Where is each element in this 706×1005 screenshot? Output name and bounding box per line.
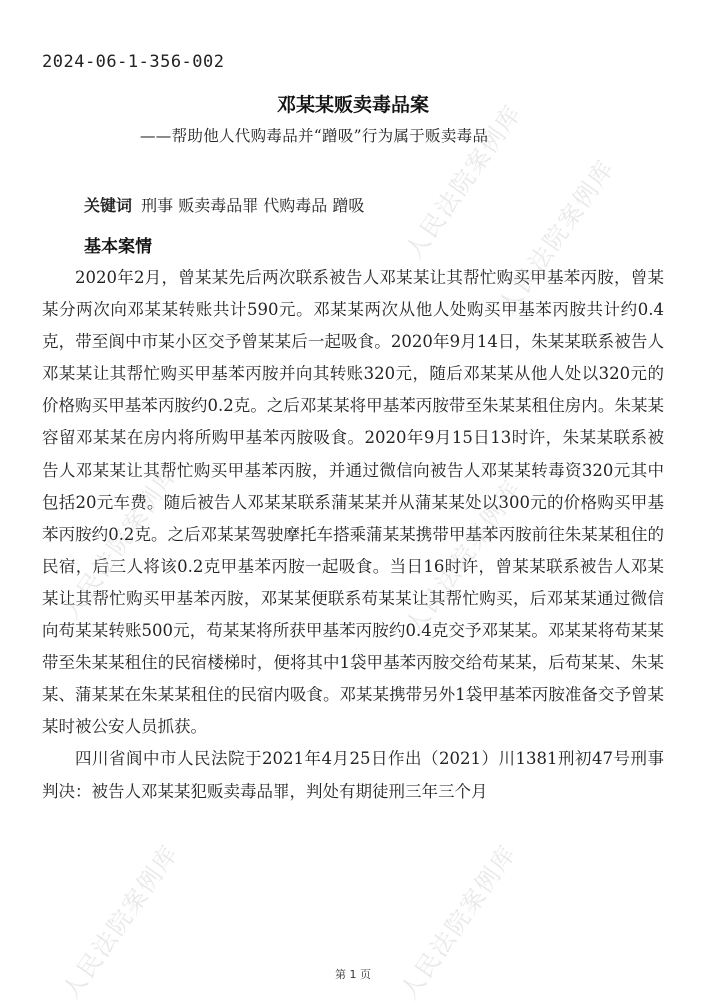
keywords-label: 关键词 <box>84 196 133 215</box>
keywords-line <box>84 193 364 216</box>
keywords-values: 刑事 贩卖毒品罪 代购毒品 蹭吸 <box>141 196 365 215</box>
watermark: 人民法院案例库 <box>394 839 523 1005</box>
paragraph-judgment: 四川省阆中市人民法院于2021年4月25日作出（2021）川1381刑初47号刑事判决：被告人邓某某犯贩卖毒品罪，判处有期徒刑三年三个月 <box>42 749 664 801</box>
paragraph-facts: 2020年2月，曾某某先后两次联系被告人邓某某让其帮忙购买甲基苯丙胺，曾某某分两次向邓某某转账共计590元。邓某某两次从他人处购买甲基苯丙胺共计约0.4克，带至阆中市某小区交予曾某某后一起吸食。2020年9月14日，朱某某联系被告人邓某某让其帮忙购买甲基苯丙胺并向其转账320元，随后邓某某从他人处以320元的价格购买甲基苯丙胺约0.2克。之后邓某某将甲基苯丙胺带至朱某某租住房内。朱某某容留邓某某在房内将所购甲基苯丙胺吸食。2020年9月15日13时许，朱某某联系被告人邓某某让其帮忙购买甲基苯丙胺，并通过微信向被告人邓某某转毒资320元其中包括20元车费。随后被告人邓某某联系蒲某某并从蒲某某处以300元的价格购买甲基苯丙胺约0.2克。之后邓某某驾驶摩托车搭乘蒲某某携带甲基苯丙胺前往朱某某租住的民宿，后三人将该0.2克甲基苯丙胺一起吸食。当日16时许，曾某某联系被告人邓某某让其帮忙购买甲基苯丙胺，邓某某便联系苟某某让其帮忙购买，后邓某某通过微信向苟某某转账500元，苟某某将所获甲基苯丙胺约0.4克交予邓某某。邓某某将苟某某带至朱某某租住的民宿楼梯时，便将其中1袋甲基苯丙胺交给苟某某，后苟某某、朱某某、蒲某某在朱某某租住的民宿内吸食。邓某某携带另外1袋甲基苯丙胺准备交予曾某某时被公安人员抓获。 <box>42 268 664 737</box>
watermark: 人民法院案例库 <box>56 839 185 1005</box>
case-subtitle: ——帮助他人代购毒品并“蹭吸”行为属于贩卖毒品 <box>140 127 489 145</box>
case-body <box>42 262 664 808</box>
watermark: 人民法院案例库 <box>399 99 528 265</box>
watermark: 人民法院案例库 <box>56 459 185 625</box>
page-number: 第 1 页 <box>335 968 371 981</box>
watermark: 人民法院案例库 <box>399 474 528 640</box>
case-title: 邓某某贩卖毒品案 <box>276 94 429 116</box>
watermark: 人民法院案例库 <box>492 154 621 320</box>
section-heading-basic-facts: 基本案情 <box>84 237 152 257</box>
document-id: 2024-06-1-356-002 <box>42 52 225 72</box>
